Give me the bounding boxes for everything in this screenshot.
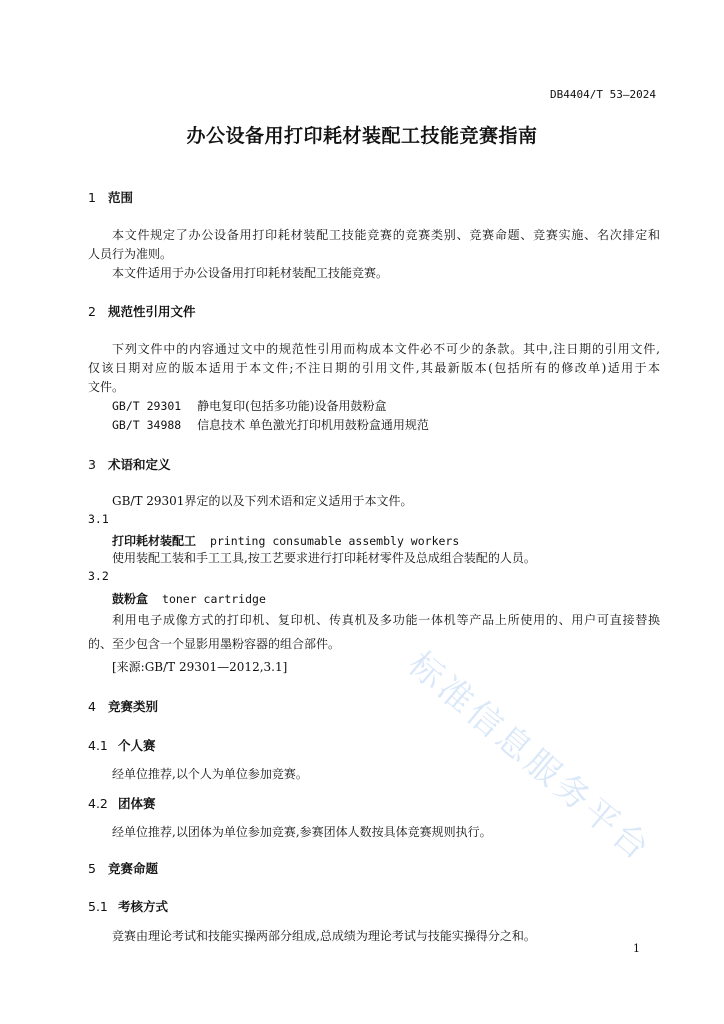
term-source: [来源:GB/T 29301—2012,3.1] bbox=[112, 660, 288, 674]
paragraph-line: 竞赛由理论考试和技能实操两部分组成,总成绩为理论考试与技能实操得分之和。 bbox=[112, 929, 536, 943]
document-code: DB4404/T 53—2024 bbox=[550, 88, 656, 101]
section-2-heading bbox=[88, 302, 196, 320]
subsection-number: 5.1 bbox=[88, 899, 108, 914]
paragraph-line: 本文件规定了办公设备用打印耗材装配工技能竞赛的竞赛类别、竞赛命题、竞赛实施、名次排定和 bbox=[112, 228, 660, 242]
section-number: 1 bbox=[88, 190, 96, 205]
paragraph-line: 仅该日期对应的版本适用于本文件;不注日期的引用文件,其最新版本(包括所有的修改单)适用于本 bbox=[88, 361, 660, 375]
term-chinese: 打印耗材装配工 bbox=[112, 534, 197, 548]
paragraph-line: 经单位推荐,以团体为单位参加竞赛,参赛团体人数按具体竞赛规则执行。 bbox=[112, 825, 492, 839]
reference-item bbox=[112, 416, 429, 433]
document-title: 办公设备用打印耗材装配工技能竞赛指南 bbox=[186, 125, 538, 147]
term-number: 3.2 bbox=[88, 569, 109, 583]
subsection-4-1-heading bbox=[88, 736, 156, 754]
section-title: 竞赛命题 bbox=[108, 861, 159, 876]
term-definition: 的、至少包含一个显影用墨粉容器的组合部件。 bbox=[88, 637, 341, 651]
subsection-title: 团体赛 bbox=[118, 796, 156, 811]
term-chinese: 鼓粉盒 bbox=[112, 592, 149, 606]
section-number: 4 bbox=[88, 699, 96, 714]
paragraph-line: 经单位推荐,以个人为单位参加竞赛。 bbox=[112, 767, 308, 781]
term-number: 3.1 bbox=[88, 512, 109, 526]
section-title: 范围 bbox=[108, 190, 134, 205]
section-3-heading bbox=[88, 455, 171, 473]
section-number: 2 bbox=[88, 304, 96, 319]
term-definition: 利用电子成像方式的打印机、复印机、传真机及多功能一体机等产品上所使用的、用户可直接替换 bbox=[112, 613, 660, 627]
subsection-title: 个人赛 bbox=[118, 738, 156, 753]
subsection-5-1-heading bbox=[88, 897, 168, 915]
page-number: 1 bbox=[633, 942, 640, 955]
reference-title: 静电复印(包括多功能)设备用鼓粉盒 bbox=[197, 399, 387, 413]
paragraph-line: 文件。 bbox=[88, 380, 125, 394]
section-title: 规范性引用文件 bbox=[108, 304, 196, 319]
section-5-heading bbox=[88, 859, 158, 877]
paragraph-line: GB/T 29301界定的以及下列术语和定义适用于本文件。 bbox=[112, 494, 413, 508]
term-entry bbox=[112, 588, 266, 607]
term-entry bbox=[112, 530, 459, 549]
section-1-heading bbox=[88, 188, 133, 206]
section-title: 术语和定义 bbox=[108, 457, 171, 472]
section-title: 竞赛类别 bbox=[108, 699, 159, 714]
reference-item bbox=[112, 397, 386, 414]
section-4-heading bbox=[88, 697, 158, 715]
paragraph-line: 人员行为准则。 bbox=[88, 247, 173, 261]
term-english: toner cartridge bbox=[162, 592, 266, 606]
section-number: 3 bbox=[88, 457, 96, 472]
reference-title: 信息技术 单色激光打印机用鼓粉盒通用规范 bbox=[197, 418, 429, 432]
paragraph-line: 下列文件中的内容通过文中的规范性引用而构成本文件必不可少的条款。其中,注日期的引用文件, bbox=[112, 342, 660, 356]
watermark: 标准信息服务平台 bbox=[400, 644, 660, 871]
term-definition: 使用装配工装和手工工具,按工艺要求进行打印耗材零件及总成组合装配的人员。 bbox=[112, 551, 536, 565]
paragraph-line: 本文件适用于办公设备用打印耗材装配工技能竞赛。 bbox=[112, 266, 389, 280]
term-english: printing consumable assembly workers bbox=[210, 534, 460, 548]
reference-code: GB/T 34988 bbox=[112, 418, 182, 432]
subsection-number: 4.1 bbox=[88, 738, 108, 753]
subsection-title: 考核方式 bbox=[118, 899, 169, 914]
subsection-number: 4.2 bbox=[88, 796, 108, 811]
reference-code: GB/T 29301 bbox=[112, 399, 182, 413]
subsection-4-2-heading bbox=[88, 794, 156, 812]
section-number: 5 bbox=[88, 861, 96, 876]
